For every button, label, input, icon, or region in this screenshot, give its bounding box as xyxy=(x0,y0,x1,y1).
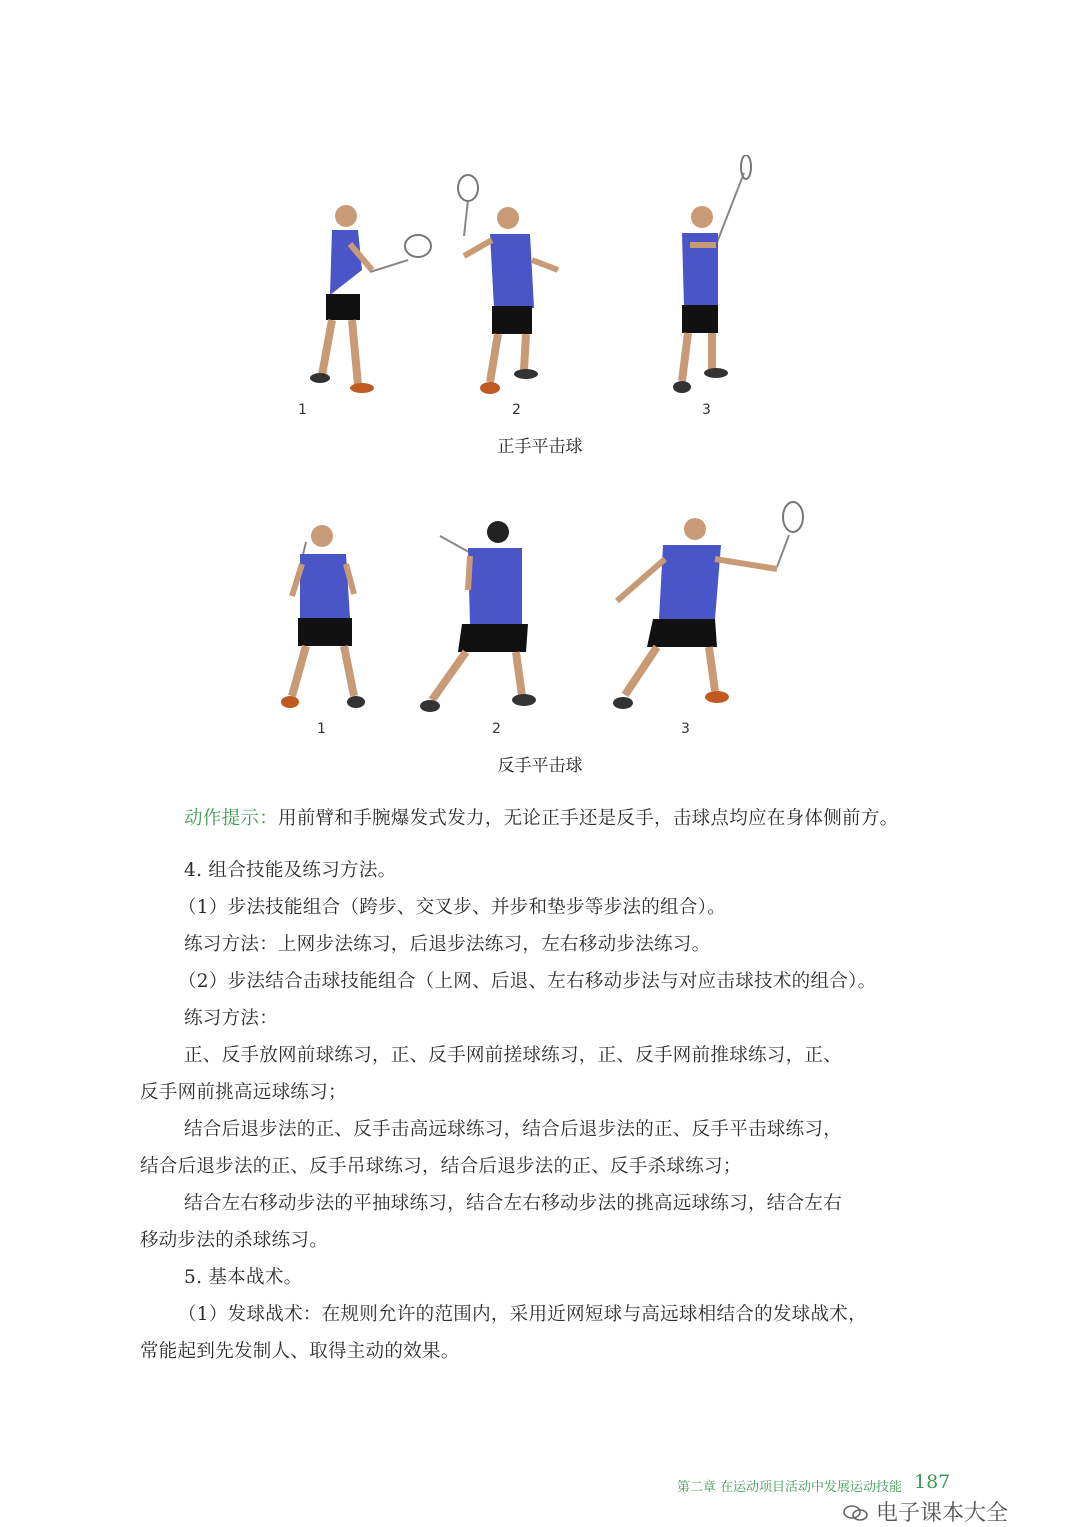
paragraph-line: （2）步法结合击球技能组合（上网、后退、左右移动步法与对应击球技术的组合）。 xyxy=(178,971,877,992)
paragraph-line: 反手网前挑高远球练习； xyxy=(140,1082,347,1103)
player-photo-backhand-2 xyxy=(418,520,558,715)
player-photo-forehand-1 xyxy=(270,200,450,405)
figure-caption-forehand: 正手平击球 xyxy=(497,437,583,457)
paragraph-line: 常能起到先发制人、取得主动的效果。 xyxy=(140,1341,460,1362)
paragraph-line: 结合后退步法的正、反手吊球练习，结合后退步法的正、反手杀球练习； xyxy=(140,1156,742,1177)
figure-number: 2 xyxy=(492,721,501,737)
paragraph-line: 结合后退步法的正、反手击高远球练习，结合后退步法的正、反手平击球练习， xyxy=(184,1119,843,1140)
player-photo-forehand-3 xyxy=(660,155,760,405)
paragraph-line: 正、反手放网前球练习，正、反手网前搓球练习，正、反手网前推球练习，正、 xyxy=(184,1045,843,1066)
watermark xyxy=(842,1496,1008,1527)
paragraph-line: 4. 组合技能及练习方法。 xyxy=(184,860,397,881)
player-photo-backhand-3 xyxy=(605,495,815,715)
figure-number: 3 xyxy=(681,721,690,737)
page-number: 187 xyxy=(914,1471,951,1493)
figure-number: 2 xyxy=(512,402,521,418)
figure-caption-backhand: 反手平击球 xyxy=(497,756,583,776)
paragraph-line: 5. 基本战术。 xyxy=(184,1267,303,1288)
figure-number: 3 xyxy=(702,402,711,418)
footer-chapter-title: 第二章 在运动项目活动中发展运动技能 xyxy=(676,1480,902,1495)
tip-text: 用前臂和手腕爆发式发力，无论正手还是反手，击球点均应在身体侧前方。 xyxy=(278,808,899,829)
player-photo-backhand-1 xyxy=(272,520,372,715)
player-photo-forehand-2 xyxy=(450,170,590,405)
tip-label: 动作提示： xyxy=(184,808,279,829)
watermark-text: 电子课本大全 xyxy=(876,1501,1009,1526)
paragraph-line: （1）步法技能组合（跨步、交叉步、并步和垫步等步法的组合）。 xyxy=(178,897,727,918)
paragraph-line: 移动步法的杀球练习。 xyxy=(140,1230,329,1251)
paragraph-line: 结合左右移动步法的平抽球练习，结合左右移动步法的挑高远球练习，结合左右 xyxy=(184,1193,843,1214)
action-tip xyxy=(184,807,898,831)
paragraph-line: （1）发球战术：在规则允许的范围内，采用近网短球与高远球相结合的发球战术， xyxy=(178,1304,867,1325)
paragraph-line: 练习方法： xyxy=(184,1008,279,1029)
paragraph-line: 练习方法：上网步法练习，后退步法练习，左右移动步法练习。 xyxy=(184,934,711,955)
figure-number: 1 xyxy=(298,402,307,418)
figure-number: 1 xyxy=(317,721,326,737)
wechat-icon xyxy=(842,1503,870,1523)
